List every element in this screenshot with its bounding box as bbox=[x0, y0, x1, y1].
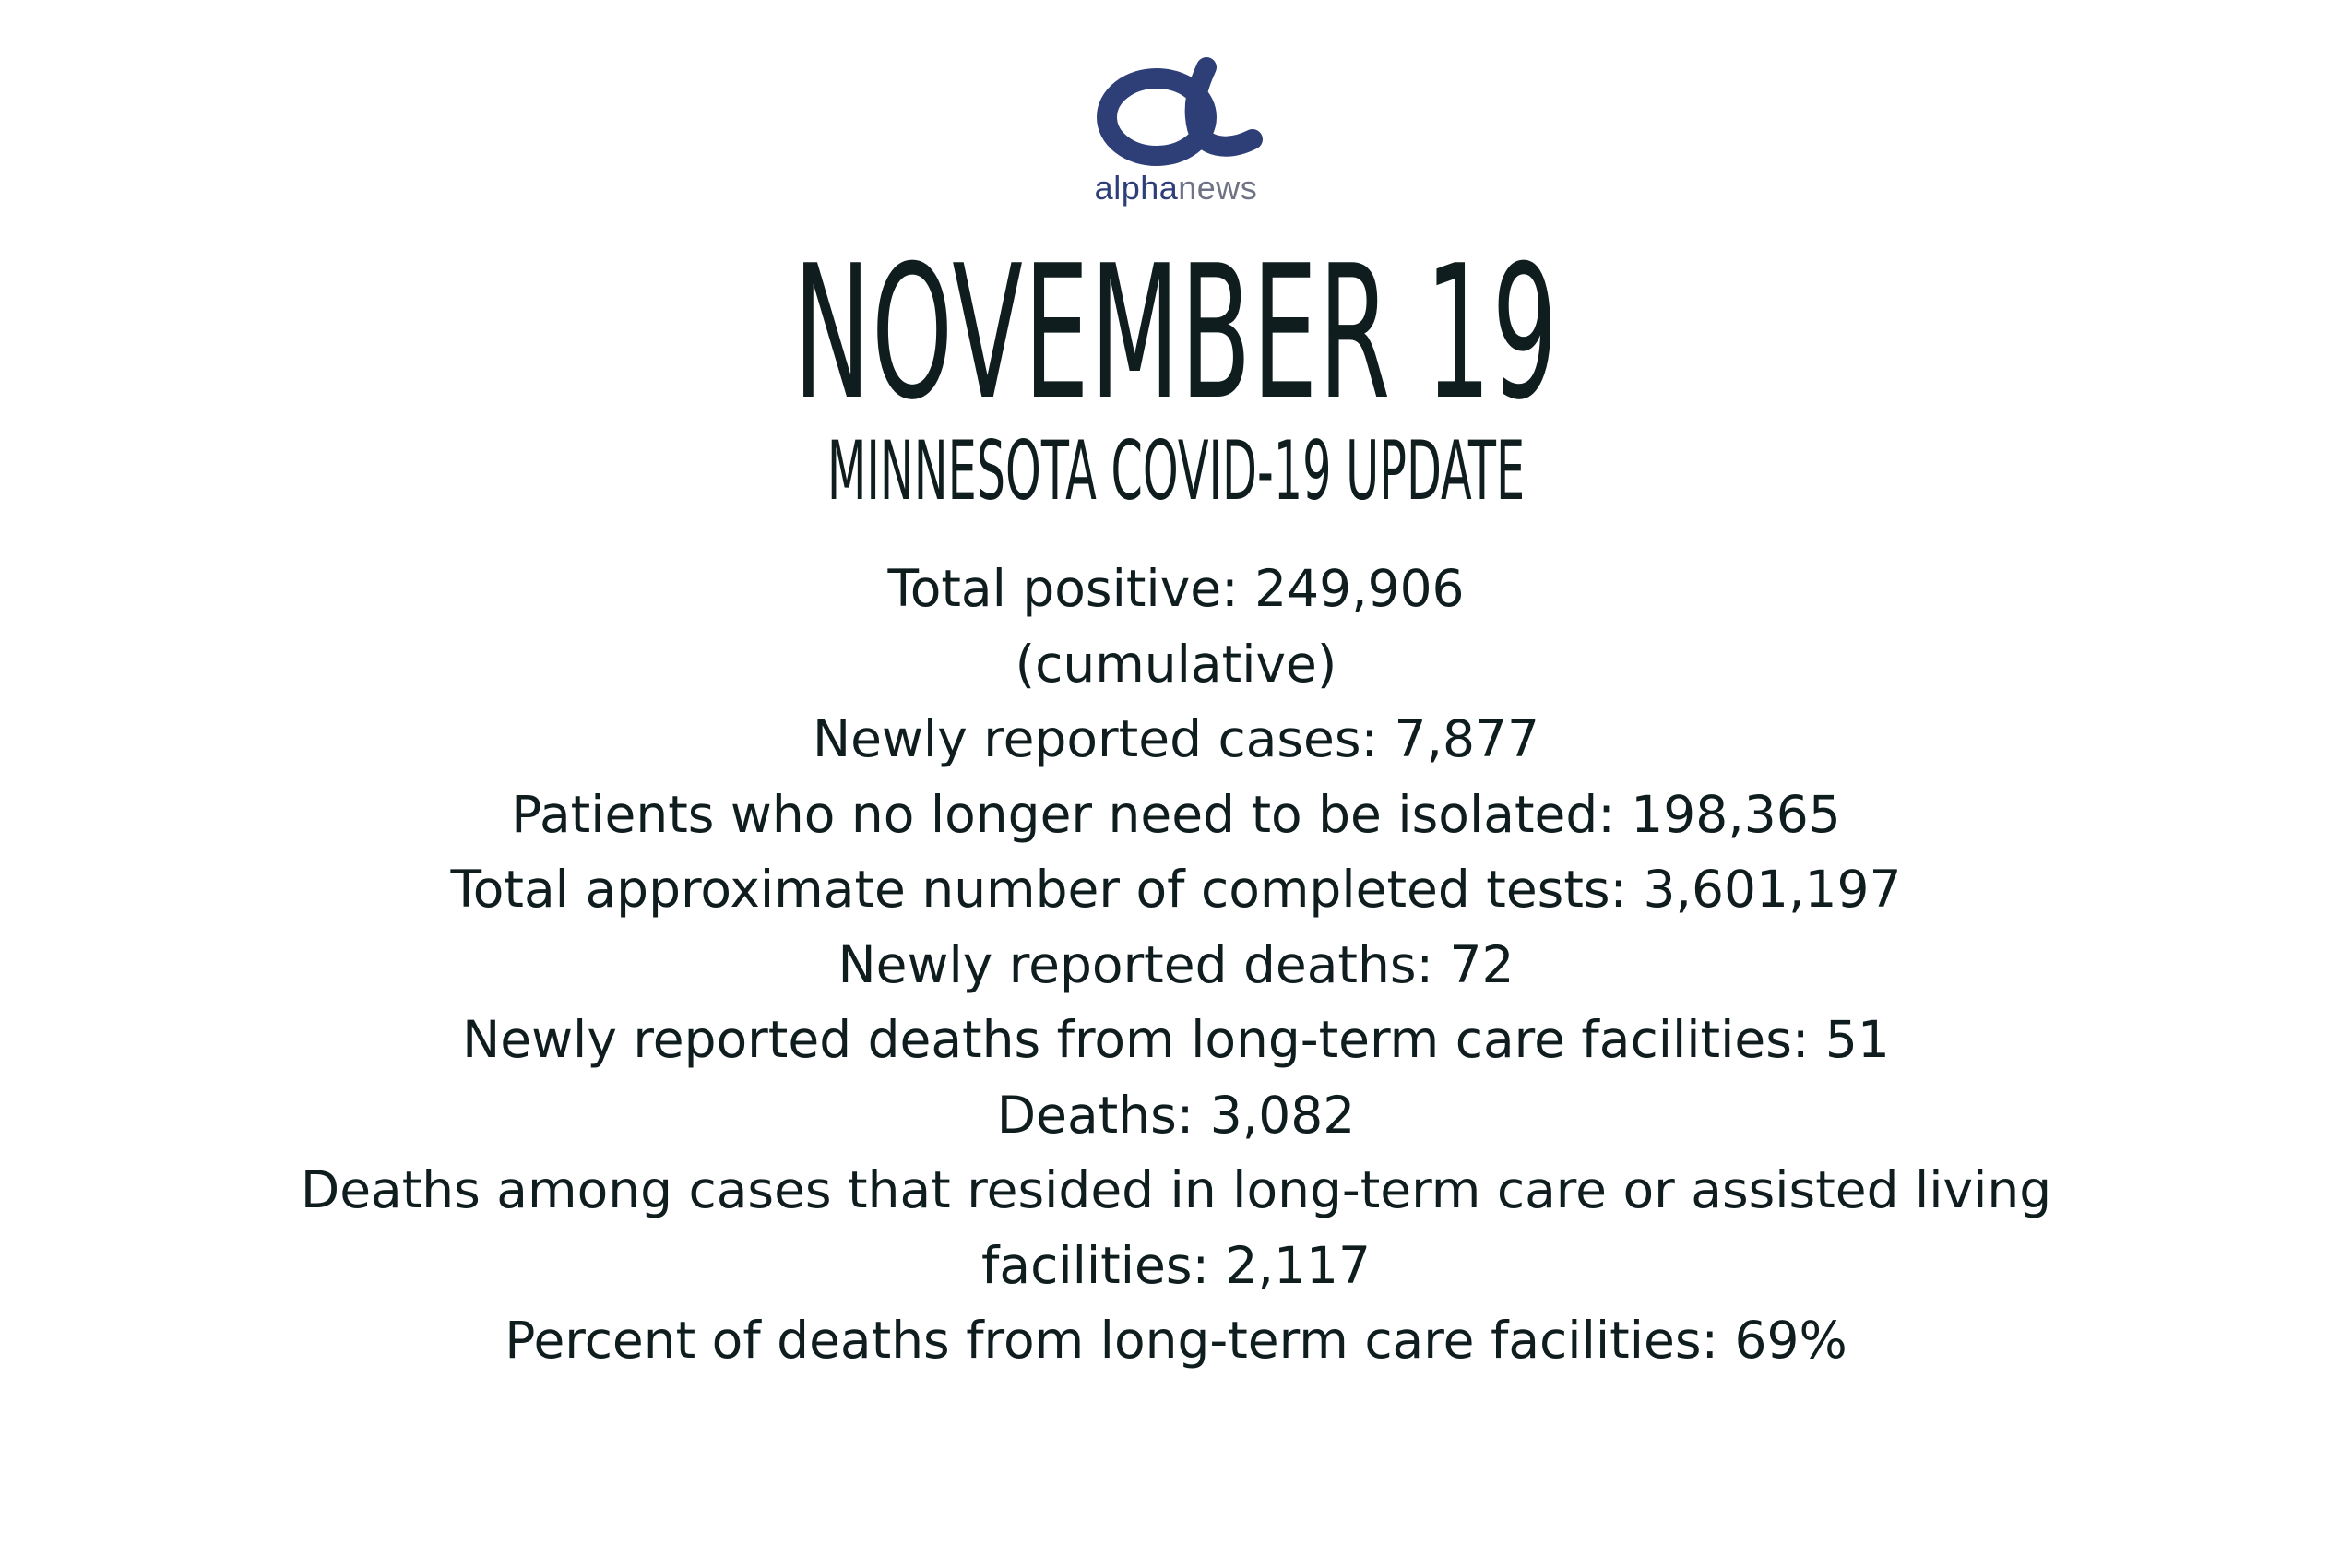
alphanews-logo bbox=[1084, 51, 1268, 217]
stat-line: Newly reported cases: 7,877 bbox=[812, 709, 1540, 768]
logo-word-light: news bbox=[1178, 169, 1258, 207]
stat-line: Total positive: 249,906 bbox=[887, 559, 1465, 618]
stat-line: Newly reported deaths from long-term care facilities: 51 bbox=[462, 1010, 1890, 1069]
logo-word-bold: alpha bbox=[1094, 169, 1179, 207]
stat-line: Deaths among cases that resided in long-term care or assisted living bbox=[300, 1160, 2052, 1219]
stat-line: Patients who no longer need to be isolated: 198,365 bbox=[511, 784, 1841, 844]
stat-line: Total approximate number of completed tests: 3,601,197 bbox=[450, 860, 1902, 919]
stat-line: facilities: 2,117 bbox=[981, 1235, 1371, 1295]
stat-line: Percent of deaths from long-term care facilities: 69% bbox=[505, 1311, 1847, 1370]
logo-wordmark bbox=[1084, 169, 1268, 208]
page-subtitle: MINNESOTA COVID-19 UPDATE bbox=[826, 423, 1526, 518]
page-title: NOVEMBER 19 bbox=[793, 226, 1559, 441]
stat-line: Newly reported deaths: 72 bbox=[837, 934, 1515, 994]
stat-line: (cumulative) bbox=[1015, 634, 1337, 694]
stat-line: Deaths: 3,082 bbox=[996, 1085, 1356, 1145]
alpha-symbol-icon bbox=[1088, 51, 1264, 166]
stats-list bbox=[277, 552, 2075, 1379]
